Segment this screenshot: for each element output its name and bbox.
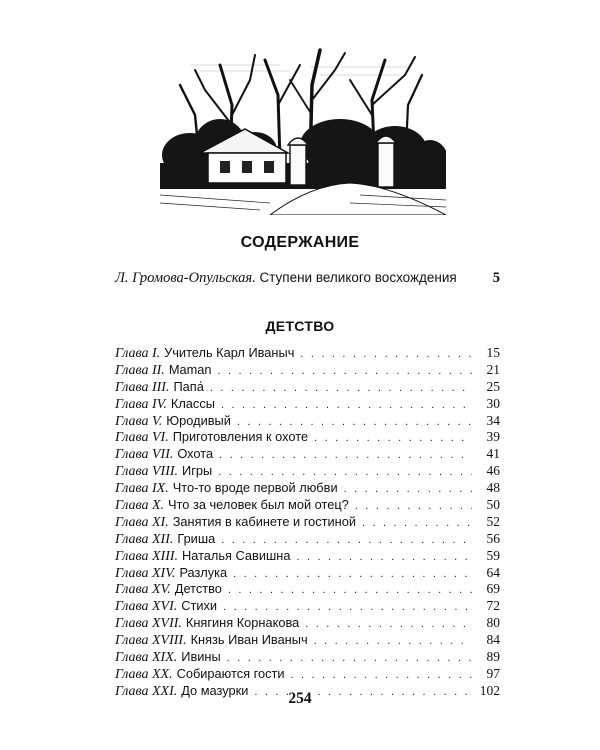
chapter-label: Глава II.: [115, 362, 165, 378]
toc-entry[interactable]: [115, 497, 500, 514]
toc-entry[interactable]: [115, 345, 500, 362]
toc-entry[interactable]: [115, 531, 500, 548]
manor-vignette-illustration: [160, 45, 446, 215]
dot-leader: [296, 549, 472, 566]
intro-title: Ступени великого восхождения: [259, 270, 457, 285]
chapter-page: 15: [486, 345, 500, 360]
chapter-page: 34: [486, 412, 500, 428]
chapter-title: Наталья Савишна: [182, 547, 291, 563]
page-number: 254: [288, 690, 312, 707]
dot-leader: [228, 582, 472, 599]
chapter-label: Глава XXI.: [115, 683, 178, 699]
toc-entry[interactable]: [115, 396, 500, 413]
toc-entry[interactable]: [115, 429, 500, 446]
chapter-label: Глава IV.: [115, 396, 167, 412]
toc-entry[interactable]: [115, 666, 500, 683]
toc-entry[interactable]: [115, 379, 500, 396]
chapter-title: Ивины: [181, 649, 221, 665]
chapter-title: До мазурки: [181, 682, 249, 698]
chapter-label: Глава XVI.: [115, 599, 178, 615]
dot-leader: [305, 616, 472, 633]
dot-leader: [219, 447, 472, 464]
chapter-page: 21: [486, 361, 500, 377]
toc-entry[interactable]: [115, 480, 500, 497]
chapter-page: 30: [486, 395, 500, 411]
dot-leader: [344, 481, 472, 498]
chapter-label: Глава XIII.: [115, 548, 179, 564]
dot-leader: [233, 566, 472, 583]
chapter-page: 56: [486, 530, 500, 546]
chapter-label: Глава XII.: [115, 531, 174, 547]
chapter-title: Разлука: [179, 564, 228, 580]
dot-leader: [314, 430, 472, 447]
chapter-title: Детство: [174, 581, 222, 597]
chapter-label: Глава XVII.: [115, 616, 182, 632]
chapter-label: Глава I.: [115, 346, 161, 361]
chapter-label: Глава XIX.: [115, 650, 178, 666]
dot-leader: [300, 346, 472, 363]
section-title: ДЕТСТВО: [265, 318, 335, 334]
dot-leader: [218, 464, 472, 481]
dot-leader: [355, 498, 472, 515]
chapter-label: Глава XVIII.: [115, 633, 187, 649]
dot-leader: [227, 650, 472, 667]
intro-author: Л. Громова-Опульская.: [115, 270, 256, 286]
chapter-page: 102: [479, 682, 500, 698]
chapter-page: 52: [486, 513, 500, 529]
chapter-label: Глава VIII.: [115, 464, 179, 480]
chapter-title: Maman: [168, 361, 212, 377]
dot-leader: [210, 380, 472, 397]
chapter-label: Глава VI.: [115, 430, 169, 446]
chapter-page: 46: [486, 463, 500, 479]
chapter-list: [115, 345, 500, 700]
intro-page: 5: [492, 270, 500, 286]
chapter-label: Глава V.: [115, 413, 163, 429]
chapter-label: Глава IX.: [115, 481, 169, 497]
chapter-title: Игры: [182, 463, 213, 479]
chapter-title: Гриша: [177, 530, 216, 546]
dot-leader: [362, 515, 472, 532]
toc-entry[interactable]: [115, 446, 500, 463]
chapter-label: Глава XI.: [115, 514, 169, 530]
chapter-title: Учитель Карл Иваныч: [164, 345, 295, 360]
chapter-page: 80: [486, 615, 500, 631]
chapter-page: 41: [486, 446, 500, 462]
toc-entry[interactable]: [115, 598, 500, 615]
intro-entry[interactable]: [115, 270, 500, 287]
chapter-title: Приготовления к охоте: [172, 429, 309, 445]
chapter-page: 69: [486, 581, 500, 597]
chapter-title: Занятия в кабинете и гостиной: [172, 513, 356, 529]
contents-heading: СОДЕРЖАНИЕ: [240, 234, 360, 251]
chapter-label: Глава X.: [115, 498, 165, 514]
toc-entry[interactable]: [115, 362, 500, 379]
chapter-title: Юродивый: [166, 412, 231, 428]
toc-entry[interactable]: [115, 632, 500, 649]
chapter-label: Глава XIV.: [115, 565, 176, 581]
toc-entry[interactable]: [115, 565, 500, 582]
dot-leader: [217, 363, 472, 380]
dot-leader: [291, 667, 473, 684]
toc-entry[interactable]: [115, 548, 500, 565]
chapter-title: Папа́: [173, 378, 204, 394]
chapter-title: Что-то вроде первой любви: [172, 480, 338, 496]
toc-entry[interactable]: [115, 649, 500, 666]
chapter-label: Глава XX.: [115, 666, 173, 682]
dot-leader: [223, 599, 472, 616]
chapter-title: Стихи: [181, 598, 218, 614]
chapter-page: 39: [486, 429, 500, 445]
toc-entry[interactable]: [115, 615, 500, 632]
chapter-label: Глава III.: [115, 379, 170, 395]
chapter-page: 50: [486, 497, 500, 513]
chapter-page: 48: [486, 480, 500, 496]
chapter-title: Что за человек был мой отец?: [168, 497, 349, 513]
chapter-page: 72: [486, 598, 500, 614]
chapter-label: Глава XV.: [115, 582, 171, 598]
dot-leader: [221, 397, 472, 414]
chapter-page: 97: [486, 665, 500, 681]
chapter-page: 89: [486, 649, 500, 665]
chapter-label: Глава VII.: [115, 447, 174, 463]
toc-entry[interactable]: [115, 514, 500, 531]
toc-entry[interactable]: [115, 413, 500, 430]
chapter-page: 84: [486, 632, 500, 648]
chapter-page: 25: [486, 378, 500, 394]
chapter-title: Собираются гости: [176, 665, 285, 681]
toc-entry[interactable]: [115, 463, 500, 480]
chapter-title: Классы: [170, 395, 215, 411]
dot-leader: [314, 633, 472, 650]
toc-entry[interactable]: [115, 581, 500, 598]
dot-leader: [221, 532, 472, 549]
chapter-title: Князь Иван Иваныч: [190, 632, 308, 648]
chapter-title: Охота: [177, 446, 214, 462]
dot-leader: [237, 414, 472, 431]
chapter-page: 64: [486, 564, 500, 580]
chapter-page: 59: [486, 547, 500, 563]
chapter-title: Княгиня Корнакова: [185, 615, 300, 631]
